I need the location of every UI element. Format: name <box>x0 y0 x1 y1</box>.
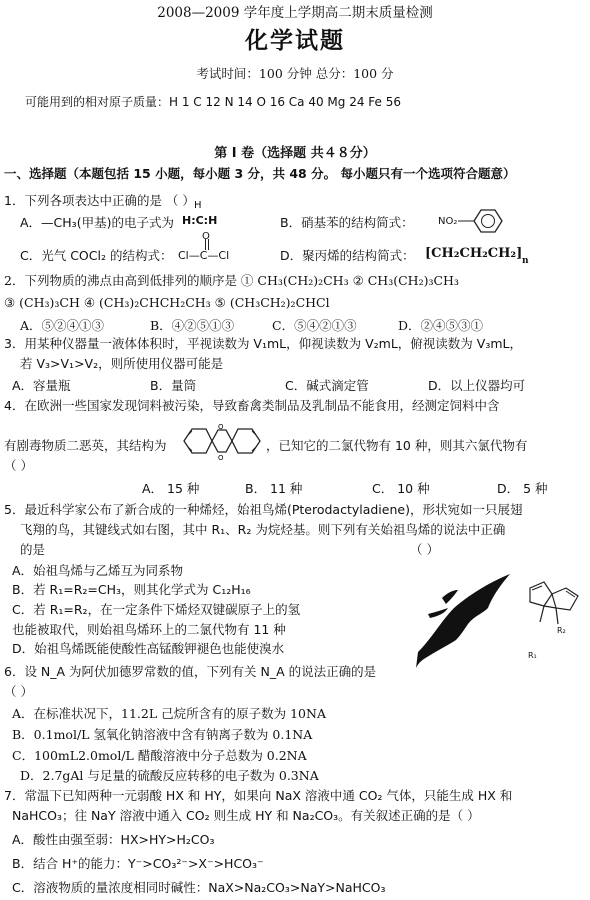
q3-option-b: B．量筒 <box>150 378 197 393</box>
pterodactyl-silhouette <box>412 568 522 676</box>
q7-option-b: B．结合 H⁺的能力：Y⁻>CO₃²⁻>X⁻>HCO₃⁻ <box>12 856 264 871</box>
nitro-label: NO₂ <box>438 216 458 227</box>
q3-option-d: D．以上仪器均可 <box>428 378 526 393</box>
question-4-stem: 4．在欧洲一些国家发现饲料被污染，导致畜禽类制品及乳制品不能食用，经测定饲料中含 <box>4 398 500 413</box>
question-2-stem: 2．下列物质的沸点由高到低排列的顺序是 ① CH₃(CH₂)₂CH₃ ② CH₃(CH₂)₃CH₃ <box>4 273 459 288</box>
q2-option-c: C．⑤④②①③ <box>272 318 357 333</box>
phosgene-formula: Cl—C—Cl <box>178 249 230 262</box>
q2-option-b: B．④②⑤①③ <box>150 318 235 333</box>
dioxin-o-top: O <box>218 423 224 431</box>
dioxin-o-bottom: O <box>218 454 224 462</box>
q4-option-c: C． 10 种 <box>372 481 430 496</box>
q5-answer-paren: （ ） <box>410 542 439 557</box>
question-4-line2-a: 有剧毒物质二恶英，其结构为 <box>4 438 167 453</box>
r1-label: R₁ <box>528 651 537 660</box>
polymer-degree: n <box>522 256 529 266</box>
r2-label: R₂ <box>557 626 566 635</box>
q6-option-d: D．2.7gAl 与足量的硫酸反应转移的电子数为 0.3NA <box>20 768 319 783</box>
question-1-stem: 1．下列各项表达中正确的是 （ ） <box>4 193 195 208</box>
section-title: 第 I 卷（选择题 共４８分） <box>214 146 376 161</box>
q5-option-d: D．始祖鸟烯既能使酸性高锰酸钾褪色也能使溴水 <box>12 641 285 656</box>
question-3-line2: 若 V₃>V₁>V₂，则所使用仪器可能是 <box>20 356 224 371</box>
q6-option-b: B．0.1mol/L 氢氧化钠溶液中含有钠离子数为 0.1NA <box>12 727 313 742</box>
q5-option-a: A．始祖鸟烯与乙烯互为同系物 <box>12 563 184 578</box>
q7-option-a: A．酸性由强至弱：HX>HY>H₂CO₃ <box>12 832 215 847</box>
question-7-line2: NaHCO₃；往 NaY 溶液中通入 CO₂ 则生成 HY 和 Na₂CO₃。有关叙述正确的是（ ） <box>12 808 480 823</box>
methyl-h-top: H <box>194 200 202 211</box>
exam-info: 考试时间：100 分钟 总分：100 分 <box>196 66 394 81</box>
q1-option-c: C．光气 COCl₂ 的结构式： <box>20 248 173 263</box>
q6-answer-paren: （ ） <box>4 684 33 699</box>
question-5-stem: 5．最近科学家公布了新合成的一种烯烃，始祖鸟烯(Pterodactyladiene)，形状宛如一只展翅 <box>4 502 523 517</box>
question-2-line2: ③ (CH₃)₃CH ④ (CH₃)₂CHCH₂CH₃ ⑤ (CH₃CH₂)₂CHCl <box>4 295 330 310</box>
nitrobenzene-structure <box>458 206 518 236</box>
q2-option-d: D．②④⑤③① <box>398 318 484 333</box>
q4-option-a: A． 15 种 <box>142 481 200 496</box>
question-5-line3: 的是 <box>20 542 46 557</box>
q5-option-b: B．若 R₁=R₂=CH₃，则其化学式为 C₁₂H₁₆ <box>12 582 251 597</box>
q4-option-b: B． 11 种 <box>245 481 303 496</box>
methyl-electron-formula: H:C:H <box>182 214 218 227</box>
q1-option-d: D．聚丙烯的结构简式： <box>280 248 415 263</box>
q3-option-c: C．碱式滴定管 <box>285 378 369 393</box>
question-3-stem: 3．用某种仪器量一液体体积时，平视读数为 V₁mL，仰视读数为 V₂mL，俯视读数为 V₃mL， <box>4 336 522 351</box>
section-intro: 一、选择题（本题包括 15 小题，每小题 3 分，共 48 分。 每小题只有一个选项符合题意） <box>4 166 516 181</box>
q1-option-b: B．硝基苯的结构简式： <box>280 215 414 230</box>
dioxin-structure <box>178 420 266 462</box>
pterodactyladiene-structure <box>520 578 586 658</box>
q4-option-d: D． 5 种 <box>497 481 548 496</box>
q6-option-c: C．100mL2.0mol/L 醋酸溶液中分子总数为 0.2NA <box>12 748 307 763</box>
page-title: 化学试题 <box>245 27 345 54</box>
q4-answer-paren: （ ） <box>4 458 33 473</box>
q3-option-a: A．容量瓶 <box>12 378 71 393</box>
q5-option-c-cont: 也能被取代，则始祖鸟烯环上的二氯代物有 11 种 <box>12 622 286 637</box>
atomic-masses: 可能用到的相对原子质量：H 1 C 12 N 14 O 16 Ca 40 Mg 24 Fe 56 <box>25 95 401 109</box>
question-4-line2-b: ，已知它的二氯代物有 10 种，则其六氯代物有 <box>266 438 528 453</box>
q6-option-a: A．在标准状况下，11.2L 己烷所含有的原子数为 10NA <box>12 706 326 721</box>
q5-option-c: C．若 R₁=R₂，在一定条件下烯烃双键碳原子上的氢 <box>12 602 301 617</box>
q2-option-a: A．⑤②④①③ <box>20 318 105 333</box>
q7-option-c: C．溶液物质的量浓度相同时碱性：NaX>Na₂CO₃>NaY>NaHCO₃ <box>12 880 386 895</box>
q1-option-a: A．—CH₃(甲基)的电子式为 <box>20 215 174 230</box>
question-5-line2: 飞翔的鸟，其键线式如右图，其中 R₁、R₂ 为烷烃基。则下列有关始祖鸟烯的说法中正确 <box>20 522 506 537</box>
header-line: 2008—2009 学年度上学期高二期末质量检测 <box>157 5 433 21</box>
question-6-stem: 6．设 N_A 为阿伏加德罗常数的值，下列有关 N_A 的说法正确的是 <box>4 664 377 679</box>
polypropylene-formula: [CH₂CH₂CH₂] <box>425 246 523 261</box>
phosgene-o: O <box>202 231 210 242</box>
question-7-stem: 7．常温下已知两种一元弱酸 HX 和 HY，如果向 NaX 溶液中通 CO₂ 气体，只能生成 HX 和 <box>4 788 513 803</box>
